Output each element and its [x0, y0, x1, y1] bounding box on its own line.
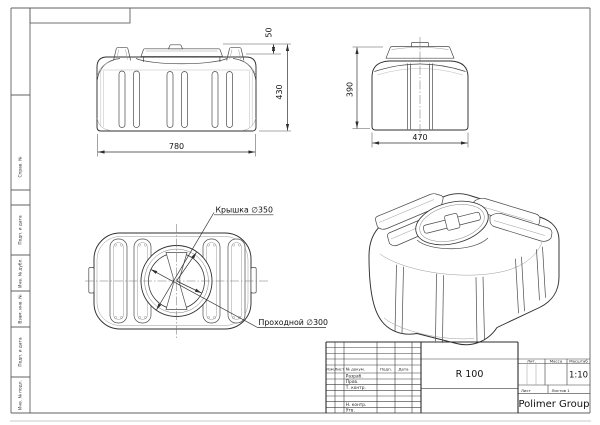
tb-lit-label: Лит.: [527, 358, 536, 364]
dim-lid-height: 50: [264, 27, 274, 38]
tb-header-doc: № докум.: [345, 366, 365, 372]
front-view: [97, 27, 291, 156]
tb-listov-label: Листов 1: [551, 387, 570, 393]
title-block: [326, 342, 590, 414]
tb-massa-label: Масса: [549, 358, 563, 364]
tb-row-prov: Пров.: [345, 380, 359, 386]
tb-header-data: Дата: [398, 366, 409, 372]
margin-label-sprav: Справ. №: [18, 156, 24, 178]
tb-designation: R 100: [455, 369, 484, 380]
tb-company: Polimer Group: [518, 399, 590, 410]
dim-side-width: 470: [412, 133, 428, 143]
top-left-stamp-box: [30, 8, 130, 23]
tb-masshtab-label: Масштаб: [569, 358, 588, 364]
dim-front-width: 780: [168, 142, 185, 152]
margin-label-vzam: Взам. инв. №: [18, 294, 24, 324]
tb-row-razrab: Разраб.: [345, 374, 363, 380]
margin-label-inv-podl: Инв. № подл.: [18, 380, 24, 410]
tb-row-tkontr: Т. контр.: [345, 385, 366, 391]
tb-header-izm: Изм.: [325, 366, 335, 372]
lid-plate: [141, 49, 223, 57]
tb-header-podp: Подп.: [380, 366, 392, 372]
label-pass: Проходной ∅300: [258, 318, 328, 327]
iso-view: [369, 194, 559, 345]
label-lid: Крышка ∅350: [215, 205, 273, 215]
top-view: [85, 206, 328, 339]
dim-side-height: 390: [345, 81, 355, 98]
margin-label-inv-dubl: Инв. № дубл.: [18, 258, 24, 288]
margin-label-podp1: Подп. и дата: [18, 215, 24, 245]
lid-knob: [169, 45, 183, 49]
side-view: [345, 37, 468, 148]
tb-header-list: Лист: [334, 366, 345, 372]
tb-row-utv: Утв.: [345, 408, 355, 414]
margin-label-podp2: Подп. и дата: [18, 337, 24, 367]
tb-row-nkontr: Н. контр.: [345, 402, 367, 408]
dim-front-height: 430: [275, 84, 284, 100]
tb-scale-value: 1:10: [568, 370, 589, 381]
margin-column: [11, 95, 30, 410]
tb-list-label: Лист: [521, 387, 531, 393]
